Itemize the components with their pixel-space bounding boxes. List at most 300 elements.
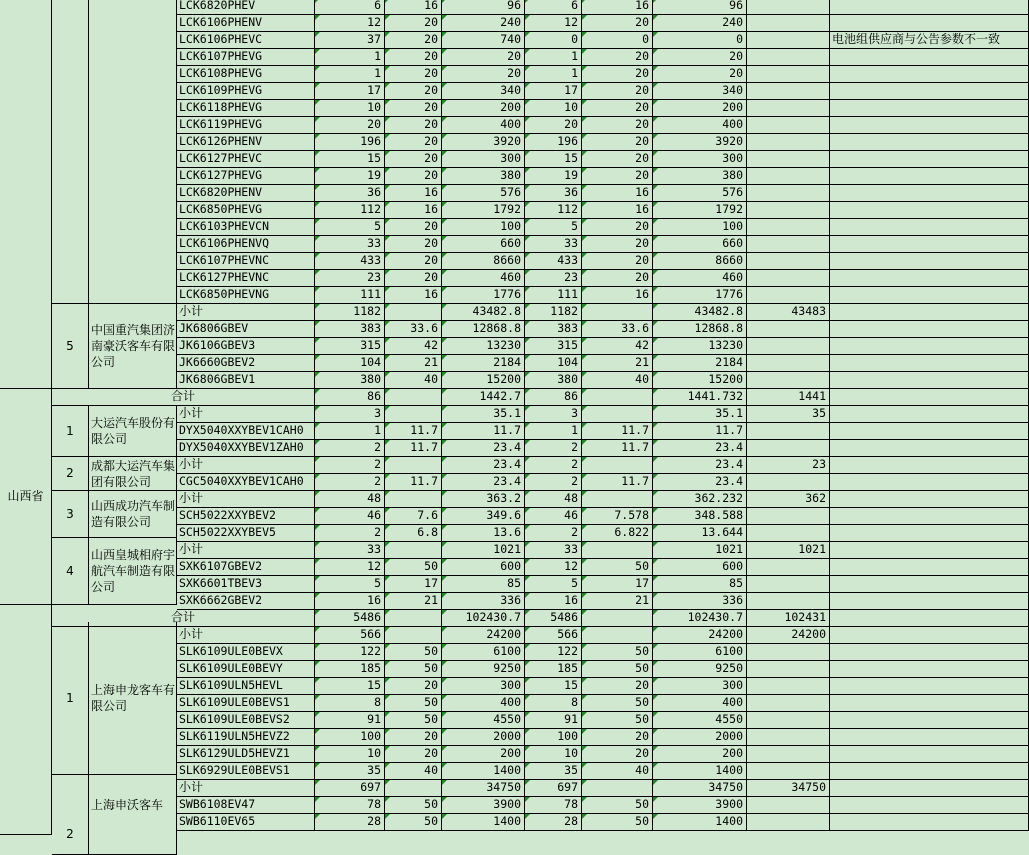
row-value-cell[interactable] [747, 151, 830, 168]
row-value-cell[interactable]: 362.232 [653, 491, 747, 508]
row-value-cell[interactable]: 12 [525, 15, 582, 32]
row-value-cell[interactable]: 300 [653, 678, 747, 695]
row-value-cell[interactable]: 697 [315, 780, 385, 797]
row-value-cell[interactable]: 7.578 [582, 508, 653, 525]
row-value-cell[interactable]: 2 [315, 474, 385, 491]
row-value-cell[interactable]: 50 [582, 559, 653, 576]
row-value-cell[interactable]: 78 [315, 797, 385, 814]
row-value-cell[interactable] [385, 610, 442, 627]
row-value-cell[interactable]: 196 [315, 134, 385, 151]
row-value-cell[interactable] [747, 763, 830, 780]
row-value-cell[interactable]: 20 [385, 117, 442, 134]
row-value-cell[interactable] [747, 559, 830, 576]
row-value-cell[interactable]: 0 [525, 32, 582, 49]
row-value-cell[interactable]: 28 [315, 814, 385, 831]
row-value-cell[interactable]: 100 [442, 219, 525, 236]
row-value-cell[interactable] [747, 695, 830, 712]
row-value-cell[interactable]: 13230 [653, 338, 747, 355]
row-value-cell[interactable] [747, 287, 830, 304]
row-value-cell[interactable]: 50 [385, 814, 442, 831]
row-value-cell[interactable]: 8 [525, 695, 582, 712]
row-code-cell[interactable]: LCK6107PHEVG [177, 49, 315, 66]
row-value-cell[interactable]: 20 [582, 151, 653, 168]
row-value-cell[interactable]: 19 [525, 168, 582, 185]
row-code-cell[interactable]: SXK6107GBEV2 [177, 559, 315, 576]
row-value-cell[interactable]: 17 [525, 83, 582, 100]
row-value-cell[interactable]: 86 [315, 389, 385, 406]
row-value-cell[interactable]: 8660 [442, 253, 525, 270]
row-note-cell[interactable] [830, 610, 1029, 627]
row-value-cell[interactable]: 19 [315, 168, 385, 185]
row-code-cell[interactable]: LCK6119PHEVG [177, 117, 315, 134]
row-value-cell[interactable]: 20 [442, 66, 525, 83]
row-value-cell[interactable]: 566 [525, 627, 582, 644]
row-value-cell[interactable] [747, 32, 830, 49]
row-value-cell[interactable]: 36 [315, 185, 385, 202]
row-note-cell[interactable] [830, 372, 1029, 389]
seq-cell-top[interactable] [52, 0, 89, 304]
row-value-cell[interactable]: 12 [525, 559, 582, 576]
row-value-cell[interactable] [747, 712, 830, 729]
row-value-cell[interactable]: 400 [653, 695, 747, 712]
row-value-cell[interactable]: 20 [582, 253, 653, 270]
row-value-cell[interactable]: 20 [582, 219, 653, 236]
row-value-cell[interactable]: 2 [525, 474, 582, 491]
row-value-cell[interactable]: 50 [385, 661, 442, 678]
row-value-cell[interactable] [747, 661, 830, 678]
row-code-cell[interactable]: 小计 [177, 457, 315, 474]
row-value-cell[interactable]: 42 [582, 338, 653, 355]
row-value-cell[interactable]: 40 [582, 372, 653, 389]
row-value-cell[interactable]: 37 [315, 32, 385, 49]
row-value-cell[interactable]: 23.4 [442, 474, 525, 491]
row-note-cell[interactable] [830, 440, 1029, 457]
row-value-cell[interactable]: 111 [525, 287, 582, 304]
row-value-cell[interactable]: 315 [525, 338, 582, 355]
row-value-cell[interactable]: 43482.8 [442, 304, 525, 321]
row-value-cell[interactable]: 33.6 [582, 321, 653, 338]
row-value-cell[interactable]: 240 [442, 15, 525, 32]
row-code-cell[interactable]: LCK6127PHEVC [177, 151, 315, 168]
row-value-cell[interactable] [747, 508, 830, 525]
row-value-cell[interactable] [582, 406, 653, 423]
row-value-cell[interactable]: 3 [315, 406, 385, 423]
row-value-cell[interactable] [582, 389, 653, 406]
row-note-cell[interactable] [830, 576, 1029, 593]
row-value-cell[interactable]: 660 [442, 236, 525, 253]
row-value-cell[interactable]: 300 [442, 678, 525, 695]
row-value-cell[interactable] [747, 746, 830, 763]
company-cell-3[interactable] [89, 491, 177, 538]
row-value-cell[interactable]: 35 [315, 763, 385, 780]
row-value-cell[interactable]: 20 [582, 270, 653, 287]
row-value-cell[interactable]: 15 [525, 678, 582, 695]
row-value-cell[interactable]: 33 [315, 236, 385, 253]
row-note-cell[interactable] [830, 542, 1029, 559]
row-value-cell[interactable] [747, 321, 830, 338]
row-value-cell[interactable]: 348.588 [653, 508, 747, 525]
row-value-cell[interactable]: 21 [582, 355, 653, 372]
row-value-cell[interactable]: 10 [315, 746, 385, 763]
row-value-cell[interactable]: 340 [653, 83, 747, 100]
row-value-cell[interactable]: 1 [315, 66, 385, 83]
row-value-cell[interactable]: 20 [385, 66, 442, 83]
row-note-cell[interactable] [830, 678, 1029, 695]
row-value-cell[interactable]: 10 [315, 100, 385, 117]
row-value-cell[interactable] [385, 304, 442, 321]
row-value-cell[interactable]: 17 [582, 576, 653, 593]
row-value-cell[interactable] [747, 644, 830, 661]
company-cell-5[interactable] [89, 304, 177, 389]
row-value-cell[interactable]: 600 [653, 559, 747, 576]
row-value-cell[interactable]: 566 [315, 627, 385, 644]
row-value-cell[interactable]: 2000 [442, 729, 525, 746]
row-value-cell[interactable]: 3 [525, 406, 582, 423]
row-value-cell[interactable]: 100 [315, 729, 385, 746]
row-value-cell[interactable]: 102430.7 [442, 610, 525, 627]
row-note-cell[interactable] [830, 202, 1029, 219]
row-value-cell[interactable] [385, 457, 442, 474]
row-code-cell[interactable]: SLK6109ULE0BEVS1 [177, 695, 315, 712]
row-value-cell[interactable]: 6100 [653, 644, 747, 661]
row-value-cell[interactable] [747, 202, 830, 219]
row-value-cell[interactable]: 433 [525, 253, 582, 270]
row-value-cell[interactable]: 5486 [315, 610, 385, 627]
row-value-cell[interactable]: 50 [385, 559, 442, 576]
row-value-cell[interactable]: 33.6 [385, 321, 442, 338]
row-value-cell[interactable]: 50 [385, 712, 442, 729]
row-value-cell[interactable]: 380 [315, 372, 385, 389]
row-value-cell[interactable] [747, 219, 830, 236]
row-value-cell[interactable]: 740 [442, 32, 525, 49]
row-value-cell[interactable]: 1400 [653, 763, 747, 780]
row-value-cell[interactable]: 1776 [653, 287, 747, 304]
row-value-cell[interactable]: 16 [582, 185, 653, 202]
row-code-cell[interactable]: LCK6107PHEVNC [177, 253, 315, 270]
row-value-cell[interactable] [385, 542, 442, 559]
row-value-cell[interactable]: 43483 [747, 304, 830, 321]
row-code-cell[interactable]: LCK6126PHENV [177, 134, 315, 151]
row-value-cell[interactable]: 362 [747, 491, 830, 508]
row-value-cell[interactable]: 23 [525, 270, 582, 287]
row-value-cell[interactable]: 1776 [442, 287, 525, 304]
row-value-cell[interactable]: 5 [315, 576, 385, 593]
row-note-cell[interactable] [830, 474, 1029, 491]
row-value-cell[interactable]: 78 [525, 797, 582, 814]
row-value-cell[interactable]: 43482.8 [653, 304, 747, 321]
row-code-cell[interactable]: SLK6109ULE0BEVX [177, 644, 315, 661]
row-note-cell[interactable] [830, 797, 1029, 814]
row-value-cell[interactable]: 46 [315, 508, 385, 525]
row-value-cell[interactable]: 1 [525, 423, 582, 440]
row-value-cell[interactable]: 2 [525, 440, 582, 457]
row-value-cell[interactable]: 1400 [442, 814, 525, 831]
row-value-cell[interactable]: 185 [315, 661, 385, 678]
row-value-cell[interactable]: 20 [385, 49, 442, 66]
row-value-cell[interactable]: 23.4 [653, 457, 747, 474]
row-value-cell[interactable]: 460 [442, 270, 525, 287]
row-value-cell[interactable] [747, 117, 830, 134]
row-code-cell[interactable]: JK6106GBEV3 [177, 338, 315, 355]
row-value-cell[interactable]: 28 [525, 814, 582, 831]
row-value-cell[interactable]: 20 [582, 746, 653, 763]
row-value-cell[interactable]: 3900 [442, 797, 525, 814]
row-value-cell[interactable]: 336 [442, 593, 525, 610]
row-value-cell[interactable]: 104 [315, 355, 385, 372]
row-value-cell[interactable] [582, 627, 653, 644]
row-value-cell[interactable]: 1441.732 [653, 389, 747, 406]
row-code-cell[interactable]: SLK6109ULE0BEVY [177, 661, 315, 678]
row-value-cell[interactable]: 1792 [442, 202, 525, 219]
row-note-cell[interactable] [830, 746, 1029, 763]
row-code-cell[interactable]: SLK6929ULE0BEVS1 [177, 763, 315, 780]
row-value-cell[interactable]: 336 [653, 593, 747, 610]
seq-cell-1b[interactable] [52, 622, 89, 775]
row-value-cell[interactable]: 34750 [653, 780, 747, 797]
row-value-cell[interactable]: 50 [582, 661, 653, 678]
row-value-cell[interactable]: 1021 [442, 542, 525, 559]
row-value-cell[interactable]: 21 [582, 593, 653, 610]
row-value-cell[interactable]: 15 [315, 151, 385, 168]
row-value-cell[interactable] [747, 185, 830, 202]
row-note-cell[interactable] [830, 389, 1029, 406]
row-note-cell[interactable] [830, 525, 1029, 542]
row-note-cell[interactable] [830, 780, 1029, 797]
row-value-cell[interactable] [747, 372, 830, 389]
row-note-cell[interactable] [830, 729, 1029, 746]
row-value-cell[interactable]: 50 [582, 695, 653, 712]
row-value-cell[interactable]: 363.2 [442, 491, 525, 508]
row-value-cell[interactable]: 17 [385, 576, 442, 593]
row-value-cell[interactable]: 23 [747, 457, 830, 474]
row-value-cell[interactable] [747, 168, 830, 185]
row-note-cell[interactable] [830, 270, 1029, 287]
row-value-cell[interactable]: 400 [653, 117, 747, 134]
row-value-cell[interactable]: 20 [385, 746, 442, 763]
row-code-cell[interactable]: LCK6106PHENV [177, 15, 315, 32]
row-value-cell[interactable]: 380 [525, 372, 582, 389]
row-value-cell[interactable] [747, 593, 830, 610]
row-value-cell[interactable]: 8 [315, 695, 385, 712]
row-value-cell[interactable]: 20 [582, 66, 653, 83]
row-value-cell[interactable]: 11.7 [582, 474, 653, 491]
row-value-cell[interactable]: 50 [582, 814, 653, 831]
row-code-cell[interactable]: SLK6119ULN5HEVZ2 [177, 729, 315, 746]
row-value-cell[interactable] [582, 304, 653, 321]
row-value-cell[interactable]: 5 [525, 576, 582, 593]
row-value-cell[interactable]: 400 [442, 117, 525, 134]
row-value-cell[interactable]: 0 [653, 32, 747, 49]
row-value-cell[interactable]: 12868.8 [653, 321, 747, 338]
row-code-cell[interactable]: LCK6850PHEVNG [177, 287, 315, 304]
row-value-cell[interactable] [582, 491, 653, 508]
row-code-cell[interactable]: 小计 [177, 627, 315, 644]
row-code-cell[interactable]: LCK6108PHEVG [177, 66, 315, 83]
row-value-cell[interactable]: 185 [525, 661, 582, 678]
row-value-cell[interactable]: 20 [582, 168, 653, 185]
row-value-cell[interactable]: 15200 [653, 372, 747, 389]
row-value-cell[interactable]: 16 [385, 185, 442, 202]
row-value-cell[interactable]: 24200 [747, 627, 830, 644]
province-cell-shanxi[interactable] [0, 389, 52, 605]
row-value-cell[interactable]: 11.7 [385, 423, 442, 440]
row-code-cell[interactable]: LCK6820PHEV [177, 0, 315, 15]
row-value-cell[interactable]: 1182 [525, 304, 582, 321]
row-code-cell[interactable]: DYX5040XXYBEV1ZAH0 [177, 440, 315, 457]
row-value-cell[interactable]: 35 [747, 406, 830, 423]
row-value-cell[interactable]: 1021 [747, 542, 830, 559]
row-value-cell[interactable] [747, 576, 830, 593]
row-value-cell[interactable]: 20 [582, 678, 653, 695]
row-value-cell[interactable]: 1182 [315, 304, 385, 321]
row-value-cell[interactable]: 20 [385, 15, 442, 32]
row-value-cell[interactable]: 20 [385, 253, 442, 270]
row-value-cell[interactable]: 2 [525, 457, 582, 474]
row-note-cell[interactable] [830, 695, 1029, 712]
row-value-cell[interactable]: 200 [442, 746, 525, 763]
row-code-cell[interactable]: SLK6129ULD5HEVZ1 [177, 746, 315, 763]
row-value-cell[interactable] [582, 457, 653, 474]
row-note-cell[interactable] [830, 763, 1029, 780]
row-value-cell[interactable]: 35.1 [653, 406, 747, 423]
row-value-cell[interactable] [747, 0, 830, 15]
row-value-cell[interactable]: 3900 [653, 797, 747, 814]
row-value-cell[interactable]: 1792 [653, 202, 747, 219]
row-value-cell[interactable]: 576 [653, 185, 747, 202]
row-value-cell[interactable]: 13230 [442, 338, 525, 355]
row-value-cell[interactable]: 112 [315, 202, 385, 219]
row-code-cell[interactable]: LCK6106PHEVC [177, 32, 315, 49]
company-cell-1a[interactable] [89, 406, 177, 457]
row-value-cell[interactable]: 10 [525, 100, 582, 117]
row-value-cell[interactable]: 300 [442, 151, 525, 168]
row-value-cell[interactable]: 20 [582, 236, 653, 253]
row-note-cell[interactable] [830, 117, 1029, 134]
row-value-cell[interactable] [385, 406, 442, 423]
row-value-cell[interactable]: 1 [525, 66, 582, 83]
row-note-cell[interactable] [830, 15, 1029, 32]
row-note-cell[interactable] [830, 321, 1029, 338]
row-value-cell[interactable]: 460 [653, 270, 747, 287]
row-note-cell[interactable] [830, 168, 1029, 185]
province-cell-top[interactable] [0, 0, 52, 389]
row-value-cell[interactable]: 23 [315, 270, 385, 287]
row-value-cell[interactable]: 36 [525, 185, 582, 202]
row-note-cell[interactable] [830, 253, 1029, 270]
row-note-cell[interactable] [830, 134, 1029, 151]
row-value-cell[interactable]: 576 [442, 185, 525, 202]
row-value-cell[interactable]: 340 [442, 83, 525, 100]
row-value-cell[interactable]: 10 [525, 746, 582, 763]
row-value-cell[interactable]: 697 [525, 780, 582, 797]
row-note-cell[interactable] [830, 593, 1029, 610]
row-value-cell[interactable]: 16 [582, 287, 653, 304]
row-value-cell[interactable]: 6100 [442, 644, 525, 661]
seq-cell-2a[interactable] [52, 457, 89, 491]
row-value-cell[interactable] [747, 423, 830, 440]
row-value-cell[interactable]: 20 [582, 15, 653, 32]
row-value-cell[interactable]: 15 [315, 678, 385, 695]
row-value-cell[interactable]: 200 [653, 100, 747, 117]
row-value-cell[interactable]: 48 [315, 491, 385, 508]
row-value-cell[interactable]: 3920 [653, 134, 747, 151]
row-value-cell[interactable]: 1441 [747, 389, 830, 406]
row-value-cell[interactable]: 1021 [653, 542, 747, 559]
row-value-cell[interactable]: 600 [442, 559, 525, 576]
row-value-cell[interactable] [747, 66, 830, 83]
row-code-cell[interactable]: LCK6103PHEVCN [177, 219, 315, 236]
row-note-cell[interactable] [830, 423, 1029, 440]
row-value-cell[interactable] [747, 814, 830, 831]
row-value-cell[interactable]: 102430.7 [653, 610, 747, 627]
row-value-cell[interactable]: 35.1 [442, 406, 525, 423]
row-value-cell[interactable]: 12 [315, 559, 385, 576]
row-value-cell[interactable] [385, 780, 442, 797]
row-value-cell[interactable]: 11.7 [385, 440, 442, 457]
row-value-cell[interactable]: 23.4 [653, 440, 747, 457]
row-value-cell[interactable]: 17 [315, 83, 385, 100]
row-value-cell[interactable] [747, 729, 830, 746]
row-value-cell[interactable]: 20 [385, 678, 442, 695]
row-value-cell[interactable]: 122 [525, 644, 582, 661]
row-note-cell[interactable] [830, 100, 1029, 117]
row-note-cell[interactable] [830, 185, 1029, 202]
row-value-cell[interactable]: 112 [525, 202, 582, 219]
row-value-cell[interactable]: 196 [525, 134, 582, 151]
row-value-cell[interactable]: 383 [315, 321, 385, 338]
row-value-cell[interactable]: 1400 [653, 814, 747, 831]
row-value-cell[interactable]: 40 [385, 372, 442, 389]
row-value-cell[interactable]: 100 [525, 729, 582, 746]
row-value-cell[interactable]: 20 [582, 117, 653, 134]
row-code-cell[interactable]: 小计 [177, 304, 315, 321]
row-value-cell[interactable]: 96 [442, 0, 525, 15]
row-note-cell[interactable] [830, 644, 1029, 661]
row-value-cell[interactable] [747, 253, 830, 270]
row-value-cell[interactable]: 122 [315, 644, 385, 661]
row-value-cell[interactable]: 1 [315, 49, 385, 66]
row-value-cell[interactable]: 20 [385, 729, 442, 746]
row-value-cell[interactable]: 42 [385, 338, 442, 355]
row-value-cell[interactable]: 12868.8 [442, 321, 525, 338]
row-value-cell[interactable] [582, 610, 653, 627]
row-value-cell[interactable] [582, 542, 653, 559]
row-code-cell[interactable]: LCK6106PHENVQ [177, 236, 315, 253]
row-value-cell[interactable]: 9250 [653, 661, 747, 678]
row-value-cell[interactable]: 349.6 [442, 508, 525, 525]
row-code-cell[interactable]: 小计 [177, 491, 315, 508]
seq-cell-5[interactable] [52, 304, 89, 389]
row-code-cell[interactable]: LCK6118PHEVG [177, 100, 315, 117]
row-value-cell[interactable] [747, 338, 830, 355]
row-value-cell[interactable]: 33 [525, 542, 582, 559]
row-code-cell[interactable]: LCK6109PHEVG [177, 83, 315, 100]
row-code-cell[interactable]: DYX5040XXYBEV1CAH0 [177, 423, 315, 440]
row-value-cell[interactable]: 5486 [525, 610, 582, 627]
row-value-cell[interactable]: 5 [315, 219, 385, 236]
row-value-cell[interactable] [385, 491, 442, 508]
row-note-cell[interactable] [830, 219, 1029, 236]
row-value-cell[interactable]: 100 [653, 219, 747, 236]
row-value-cell[interactable]: 16 [315, 593, 385, 610]
row-note-cell[interactable] [830, 338, 1029, 355]
row-value-cell[interactable]: 16 [582, 202, 653, 219]
row-value-cell[interactable]: 102431 [747, 610, 830, 627]
row-value-cell[interactable] [747, 15, 830, 32]
row-value-cell[interactable]: 11.7 [653, 423, 747, 440]
row-value-cell[interactable]: 2 [525, 525, 582, 542]
row-value-cell[interactable] [747, 49, 830, 66]
